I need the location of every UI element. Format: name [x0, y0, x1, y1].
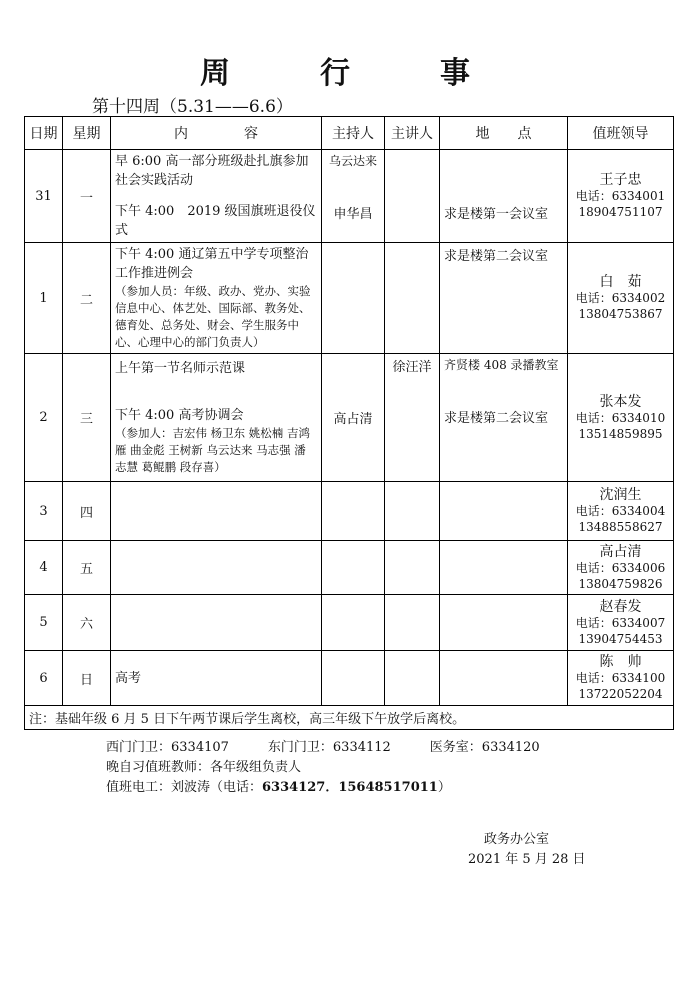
- leader-tel: 电话：6334010: [575, 410, 666, 425]
- speaker-cell: [385, 482, 440, 541]
- leader-name: 张本发: [599, 393, 642, 410]
- electrician-suffix: ）: [437, 780, 451, 795]
- content-cell: [111, 150, 322, 243]
- date-cell: 4: [25, 541, 63, 595]
- content-item: 高考: [115, 670, 142, 686]
- place-name: 齐贤楼 408 录播教室: [444, 358, 559, 372]
- document-title: 周 行 事: [200, 56, 500, 91]
- electrician-prefix: 值班电工：刘波涛（电话：: [106, 780, 263, 795]
- weekday-cell: 六: [63, 595, 111, 651]
- place-cell: [440, 482, 568, 541]
- content-item: 下午 4:00 通辽第五中学专项整治工作推进例会: [115, 247, 309, 281]
- header-place: 地 点: [440, 117, 568, 150]
- date-cell: 1: [25, 243, 63, 354]
- header-content: 内 容: [111, 117, 322, 150]
- place-name: 求是楼第一会议室: [444, 207, 549, 222]
- weekday-cell: 日: [63, 651, 111, 706]
- table-row: [25, 541, 674, 595]
- leader-cell: [568, 150, 674, 243]
- content-item: 上午第一节名师示范课: [115, 361, 246, 376]
- header-weekday: 星期: [63, 117, 111, 150]
- place-cell: [440, 595, 568, 651]
- leader-name: 高占清: [599, 543, 642, 560]
- speaker-name: 徐汪洋: [392, 360, 432, 375]
- leader-name: 陈 帅: [599, 654, 642, 670]
- leader-cell: [568, 482, 674, 541]
- content-note: （参加人员：年级、政办、党办、实验信息中心、体艺处、国际部、教务处、德育处、总务处、财会、学生服务中心、心理中心的部门负责人）: [115, 284, 311, 349]
- content-item: 早 6:00 高一部分班级赴扎旗参加社会实践活动: [115, 154, 309, 188]
- week-range: 第十四周（5.31——6.6）: [92, 97, 293, 117]
- note-text: 注：基础年级 6 月 5 日下午两节课后学生离校，高三年级下午放学后离校。: [25, 706, 674, 730]
- table-row: [25, 354, 674, 482]
- issue-date: 2021 年 5 月 28 日: [468, 852, 586, 867]
- leader-name: 白 茹: [599, 274, 642, 290]
- header-leader: 值班领导: [568, 117, 674, 150]
- date-cell: 5: [25, 595, 63, 651]
- host-cell: [322, 150, 385, 243]
- host-cell: [322, 541, 385, 595]
- content-item: 下午 4:00 2019 级国旗班退役仪式: [115, 204, 316, 238]
- place-name: 求是楼第二会议室: [444, 411, 549, 426]
- leader-tel: 电话：6334004: [575, 504, 666, 518]
- host-cell: [322, 482, 385, 541]
- table-row: [25, 482, 674, 541]
- leader-name: 王子忠: [599, 172, 642, 188]
- table-row: [25, 651, 674, 706]
- weekday-cell: 一: [63, 150, 111, 243]
- footer-evening-duty: 晚自习值班教师：各年级组负责人: [106, 760, 302, 775]
- footer-electrician: [106, 776, 451, 795]
- leader-tel: 电话：6334002: [575, 291, 666, 305]
- place-cell: [440, 354, 568, 482]
- leader-tel: 电话：6334100: [575, 671, 666, 685]
- date-cell: 31: [25, 150, 63, 243]
- issuing-office: 政务办公室: [484, 832, 550, 847]
- content-item: 下午 4:00 高考协调会: [115, 408, 244, 423]
- host-name: 高占清: [333, 412, 373, 427]
- leader-tel: 电话：6334007: [575, 615, 666, 630]
- table-row: [25, 243, 674, 354]
- content-cell: [111, 243, 322, 354]
- weekday-cell: 四: [63, 482, 111, 541]
- host-cell: [322, 651, 385, 706]
- schedule-table: [24, 116, 674, 730]
- host-cell: [322, 354, 385, 482]
- place-cell: [440, 651, 568, 706]
- weekday-cell: 五: [63, 541, 111, 595]
- leader-mobile: 13488558627: [578, 520, 663, 534]
- host-name: 乌云达来: [328, 154, 377, 168]
- leader-cell: [568, 651, 674, 706]
- content-cell: [111, 482, 322, 541]
- leader-tel: 电话：6334006: [575, 560, 666, 575]
- leader-cell: [568, 243, 674, 354]
- header-date: 日期: [25, 117, 63, 150]
- speaker-cell: [385, 243, 440, 354]
- host-name: 申华昌: [333, 207, 373, 222]
- leader-name: 赵春发: [599, 598, 642, 615]
- leader-mobile: 13904754453: [578, 631, 663, 646]
- leader-tel: 电话：6334001: [575, 189, 666, 203]
- weekday-cell: 二: [63, 243, 111, 354]
- leader-mobile: 18904751107: [578, 205, 663, 219]
- footer-phones: 西门门卫：6334107 东门门卫：6334112 医务室：6334120: [106, 740, 540, 755]
- content-cell: [111, 541, 322, 595]
- speaker-cell: [385, 651, 440, 706]
- place-name: 求是楼第二会议室: [444, 249, 549, 264]
- place-cell: [440, 243, 568, 354]
- header-host: 主持人: [322, 117, 385, 150]
- weekday-cell: 三: [63, 354, 111, 482]
- date-cell: 2: [25, 354, 63, 482]
- date-cell: 3: [25, 482, 63, 541]
- content-cell: [111, 354, 322, 482]
- speaker-cell: [385, 541, 440, 595]
- header-speaker: 主讲人: [385, 117, 440, 150]
- table-row: [25, 595, 674, 651]
- leader-mobile: 13722052204: [578, 687, 663, 701]
- leader-cell: [568, 354, 674, 482]
- host-cell: [322, 595, 385, 651]
- leader-name: 沈润生: [599, 487, 642, 503]
- leader-mobile: 13514859895: [578, 426, 663, 441]
- content-cell: [111, 651, 322, 706]
- header-row: [25, 117, 674, 150]
- electrician-phone: 6334127．15648517011: [262, 780, 438, 795]
- content-cell: [111, 595, 322, 651]
- place-cell: [440, 541, 568, 595]
- table-row: [25, 150, 674, 243]
- speaker-cell: [385, 150, 440, 243]
- speaker-cell: [385, 595, 440, 651]
- leader-cell: [568, 541, 674, 595]
- date-cell: 6: [25, 651, 63, 706]
- leader-mobile: 13804753867: [578, 307, 663, 321]
- leader-cell: [568, 595, 674, 651]
- content-note: （参加人：吉宏伟 杨卫东 姚松楠 吉鸿雁 曲金彪 王树新 乌云达来 马志强 潘志慧 葛鲲鹏 段存喜）: [115, 426, 310, 474]
- place-cell: [440, 150, 568, 243]
- speaker-cell: [385, 354, 440, 482]
- note-row: [25, 706, 674, 730]
- host-cell: [322, 243, 385, 354]
- leader-mobile: 13804759826: [578, 576, 663, 591]
